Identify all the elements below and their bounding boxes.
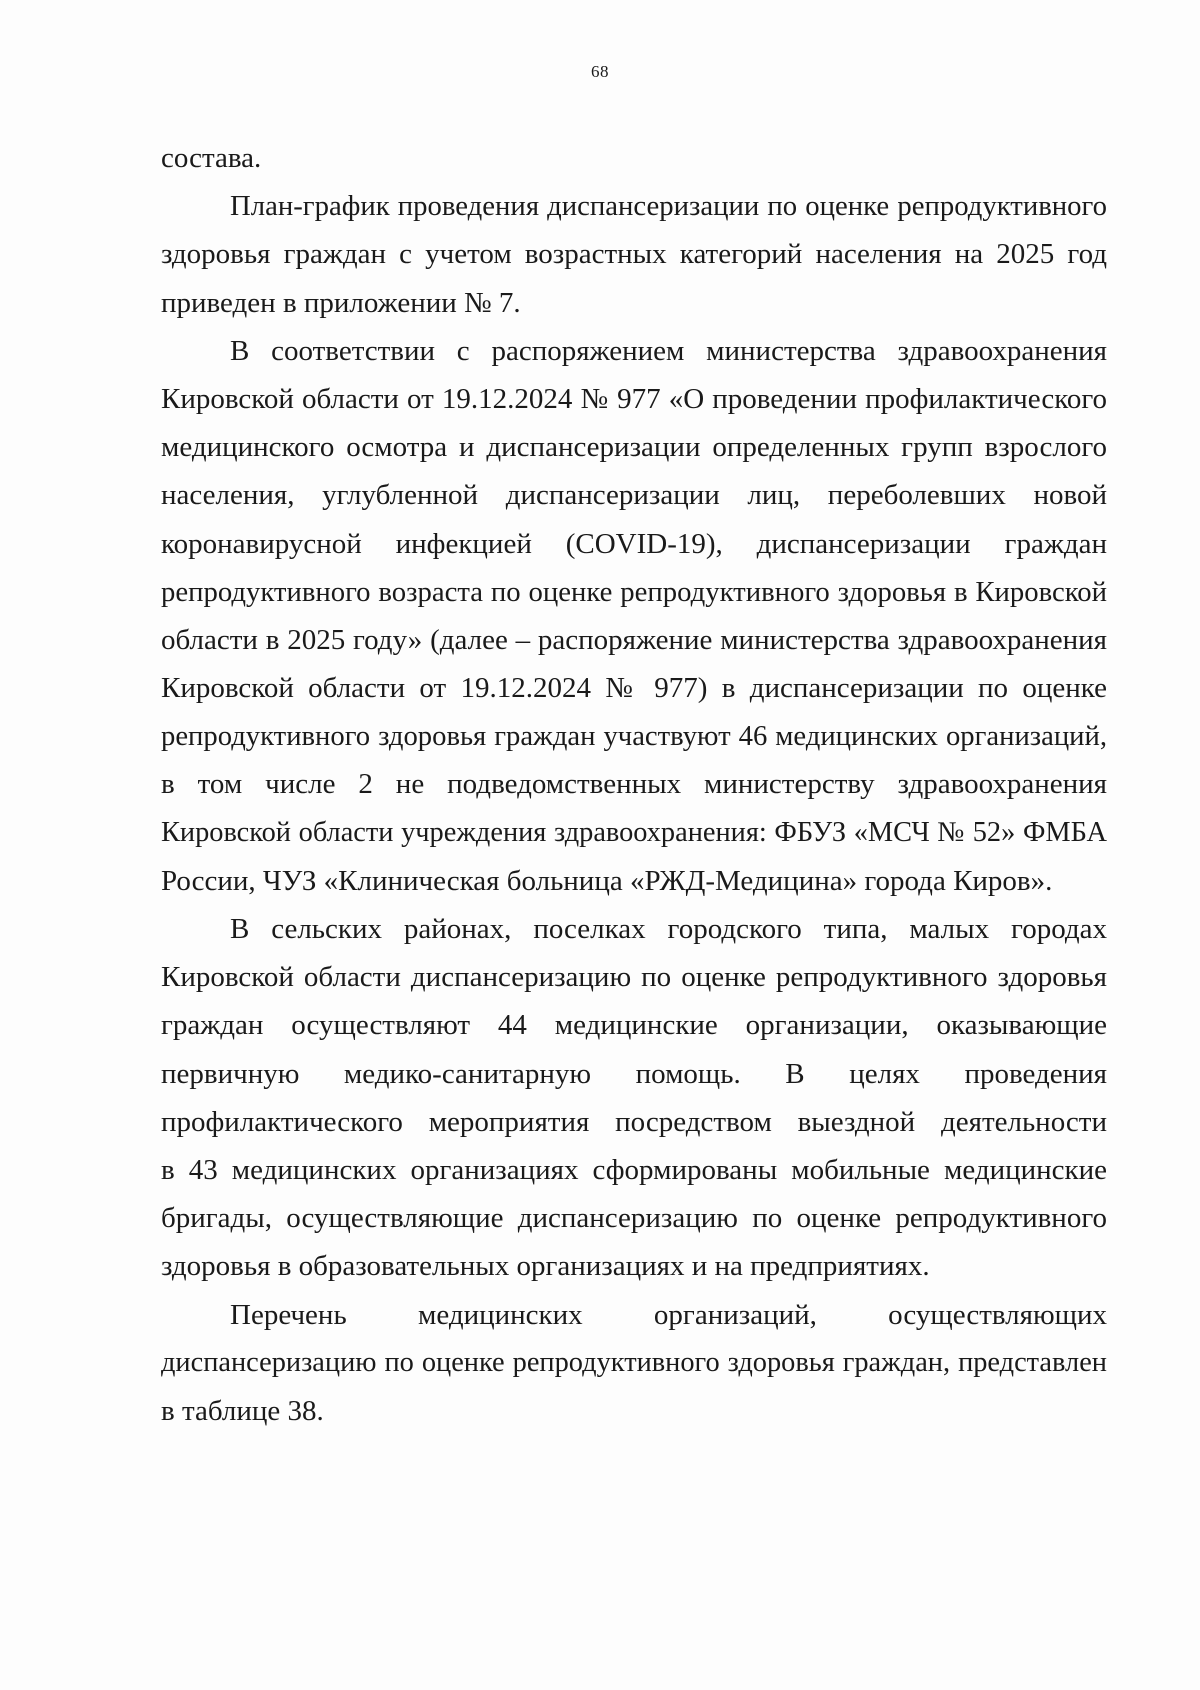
text-line: репродуктивного здоровья граждан участвуют 46 медицинских организаций, — [161, 720, 1107, 753]
paragraph — [161, 182, 1107, 327]
text-line: диспансеризацию по оценке репродуктивного здоровья граждан, представлен — [161, 1346, 1107, 1378]
text-line: В соответствии с распоряжением министерства здравоохранения — [230, 334, 1107, 367]
text-line: приведен в приложении № 7. — [161, 286, 521, 319]
text-line: области в 2025 году» (далее – распоряжение министерства здравоохранения — [161, 623, 1107, 656]
page-number: 68 — [591, 62, 609, 81]
text-line: в таблице 38. — [161, 1394, 324, 1427]
paragraph — [161, 905, 1107, 1291]
text-line: профилактического мероприятия посредством выездной деятельности — [161, 1105, 1107, 1138]
text-line: населения, углубленной диспансеризации лиц, переболевших новой — [161, 479, 1107, 512]
text-line: здоровья в образовательных организациях и на предприятиях. — [161, 1250, 930, 1283]
text-line: граждан осуществляют 44 медицинские организации, оказывающие — [161, 1009, 1107, 1042]
text-line: Кировской области учреждения здравоохранения: ФБУЗ «МСЧ № 52» ФМБА — [161, 816, 1107, 848]
paragraph — [161, 134, 1107, 182]
text-line: репродуктивного возраста по оценке репродуктивного здоровья в Кировской — [161, 575, 1107, 608]
text-line: Перечень медицинских организаций, осуществляющих — [230, 1298, 1107, 1331]
text-line: бригады, осуществляющие диспансеризацию по оценке репродуктивного — [161, 1202, 1107, 1235]
text-line: здоровья граждан с учетом возрастных категорий населения на 2025 год — [161, 238, 1107, 271]
text-line: коронавирусной инфекцией (COVID-19), диспансеризации граждан — [161, 527, 1107, 560]
text-line: состава. — [161, 142, 262, 174]
paragraph — [161, 1291, 1107, 1436]
text-line: в 43 медицинских организациях сформированы мобильные медицинские — [161, 1153, 1107, 1186]
text-line: Кировской области от 19.12.2024 № 977 «О проведении профилактического — [161, 382, 1107, 415]
text-line: В сельских районах, поселках городского типа, малых городах — [230, 913, 1107, 945]
text-line: России, ЧУЗ «Клиническая больница «РЖД-Медицина» города Киров». — [161, 864, 1053, 897]
text-line: Кировской области от 19.12.2024 № 977) в диспансеризации по оценке — [161, 672, 1107, 705]
text-line: первичную медико-санитарную помощь. В целях проведения — [161, 1057, 1107, 1090]
text-line: в том числе 2 не подведомственных министерству здравоохранения — [161, 768, 1107, 801]
text-line: План-график проведения диспансеризации по оценке репродуктивного — [230, 190, 1107, 223]
paragraph — [161, 327, 1107, 905]
text-line: Кировской области диспансеризацию по оценке репродуктивного здоровья — [161, 961, 1107, 994]
text-line: медицинского осмотра и диспансеризации определенных групп взрослого — [161, 431, 1107, 464]
document-body — [161, 134, 1107, 1435]
